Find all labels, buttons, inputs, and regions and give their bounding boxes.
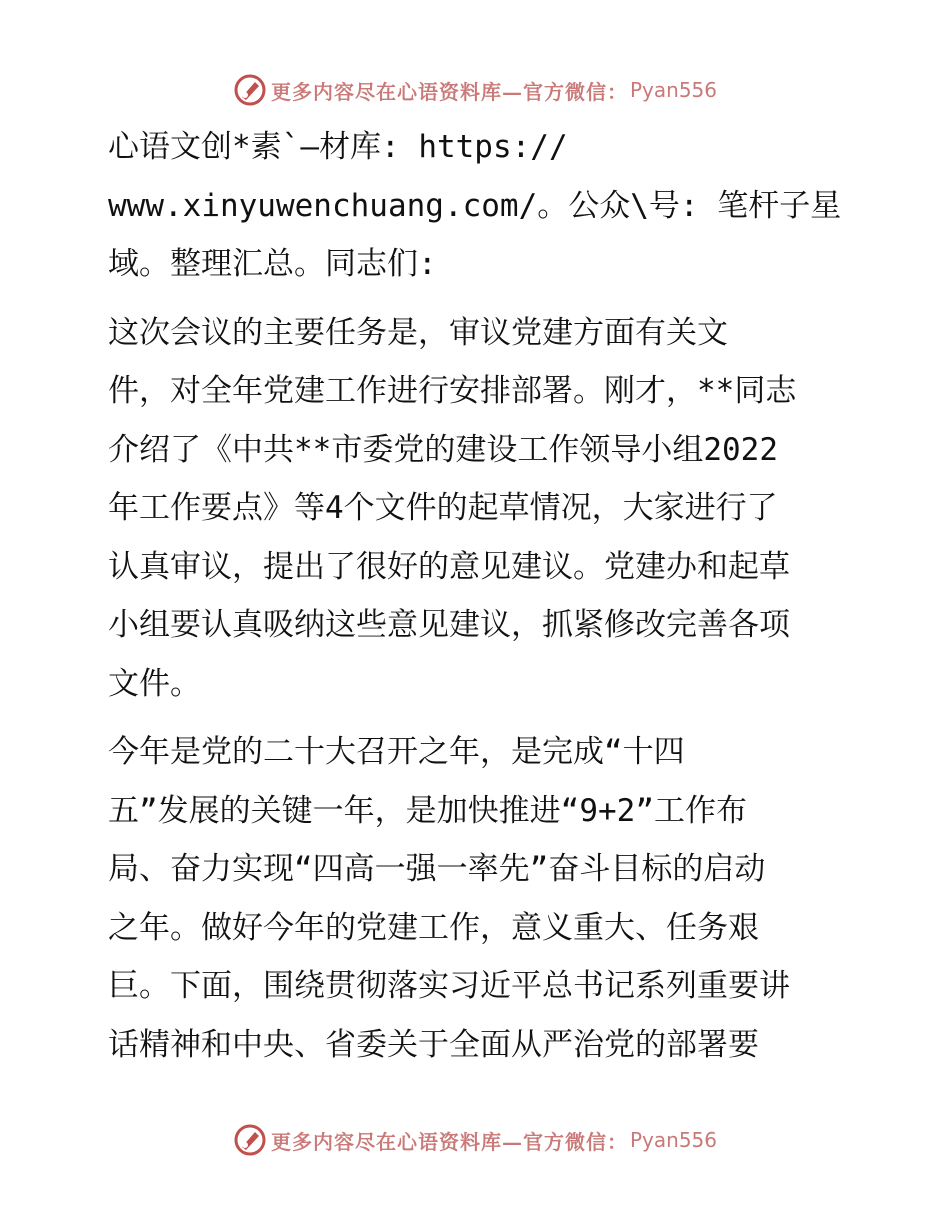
paragraph-this-year — [98, 723, 853, 1074]
text-line: 域。整理汇总。同志们: — [108, 246, 437, 282]
banner-text: 更多内容尽在心语资料库—官方微信： — [270, 1129, 628, 1154]
text-line: 心语文创*素`—材库: https:// — [108, 129, 568, 165]
banner-wechat-id: Pyan556 — [629, 1128, 717, 1152]
document-body — [98, 118, 853, 1084]
text-line: 话精神和中央、省委关于全面从严治党的部署要 — [108, 1026, 759, 1063]
text-line: 五”发展的关键一年，是加快推进“9+2”工作布 — [108, 792, 747, 829]
text-line: 认真审议，提出了很好的意见建议。党建办和起草 — [108, 548, 790, 585]
text-line: 巨。下面，围绕贯彻落实习近平总书记系列重要讲 — [108, 968, 790, 1004]
banner-wechat-id: Pyan556 — [629, 78, 717, 102]
header-watermark-banner — [0, 70, 950, 110]
footer-watermark-banner — [0, 1120, 950, 1160]
text-line: 年工作要点》等4个文件的起草情况，大家进行了 — [108, 490, 778, 526]
text-line: 小组要认真吸纳这些意见建议，抓紧修改完善各项 — [108, 607, 790, 643]
paragraph-intro — [98, 118, 853, 294]
text-line: 局、奋力实现“四高一强一率先”奋斗目标的启动 — [108, 851, 766, 887]
paragraph-meeting-tasks — [98, 304, 853, 714]
brand-logo-icon — [233, 1123, 267, 1157]
text-line: 件，对全年党建工作进行安排部署。刚才，**同志 — [108, 373, 797, 409]
text-line: 之年。做好今年的党建工作，意义重大、任务艰 — [108, 909, 759, 946]
text-line: 这次会议的主要任务是，审议党建方面有关文 — [108, 314, 728, 351]
text-line: www.xinyuwenchuang.com/。公众\号: 笔杆子星 — [108, 187, 842, 224]
text-line: 今年是党的二十大召开之年，是完成“十四 — [108, 734, 685, 770]
brand-logo-icon — [233, 73, 267, 107]
text-line: 文件。 — [108, 665, 201, 702]
text-line: 介绍了《中共**市委党的建设工作领导小组2022 — [108, 431, 778, 468]
banner-text: 更多内容尽在心语资料库—官方微信： — [270, 79, 628, 104]
